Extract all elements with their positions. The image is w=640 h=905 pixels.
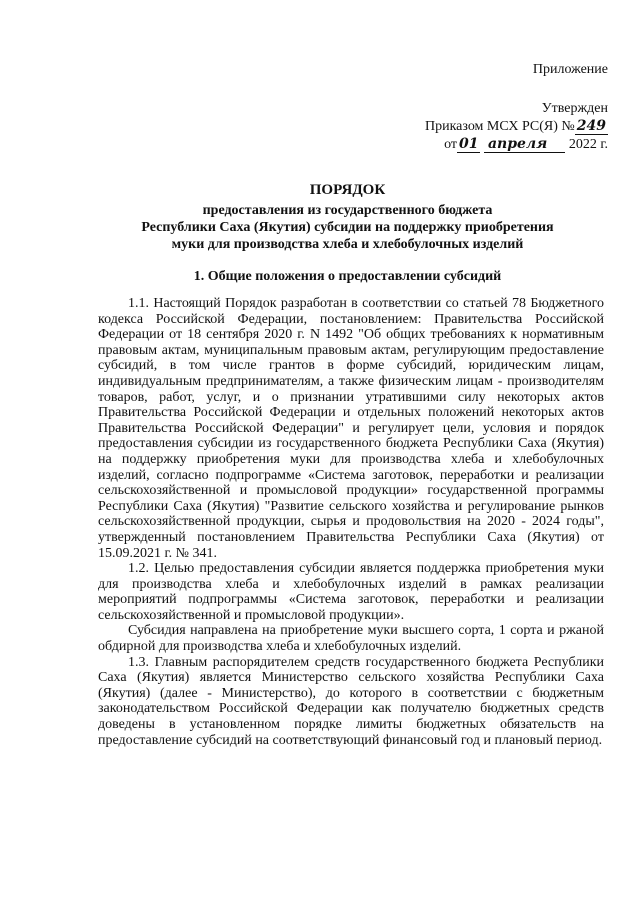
order-number: 249 — [576, 118, 606, 134]
subtitle-line-3: муки для производства хлеба и хлебобулочных изделий — [171, 237, 524, 252]
date-day: 01 — [459, 136, 479, 152]
subtitle-line-1: предоставления из государственного бюджета — [202, 203, 493, 218]
date-prefix: от — [444, 137, 457, 152]
date-month: апреля — [484, 136, 565, 153]
order-date-line — [444, 136, 608, 153]
section-body — [98, 296, 604, 748]
approved-label: Утвержден — [541, 101, 608, 116]
paragraph-1-2: 1.2. Целью предоставления субсидии является поддержка приобретения муки для производства хлеба и хлебобулочных изделий в рамках реализации мероприятий подпрограммы «Система заготовок, переработки и реализации сельскохозяйственной и промысловой продукции». — [98, 561, 604, 623]
paragraph-1-1: 1.1. Настоящий Порядок разработан в соответствии со статьей 78 Бюджетного кодекса Российской Федерации, постановлением: Правительства Российской Федерации от 18 сентября 2020 г. N 1492 "Об общих требованиях к нормативным правовым актам, муниципальным правовым актам, регулирующим предоставление субсидий, в том числе грантов в форме субсидий, юридическим лицам, индивидуальным предпринимателям, а также физическим лицам - производителям товаров, работ, услуг, и о признании утратившими силу некоторых актов Правительства Российской Федерации и отдельных положений некоторых актов Правительства Российской Федерации" и регулирует цели, условия и порядок предоставления субсидии из государственного бюджета Республики Саха (Якутия) на поддержку приобретения муки для производства хлеба и хлебобулочных изделий, согласно подпрограмме «Система заготовок, переработки и реализации сельскохозяйственной и промысловой продукции» государственной программы Республики Саха (Якутия) "Развитие сельского хозяйства и регулирование рынков сельскохозяйственной продукции, сырья и продовольствия на 2020 - 2024 годы", утвержденный постановлением Правительства Республики Саха (Якутия) от 15.09.2021 г. № 341. — [98, 296, 604, 561]
appendix-label: Приложение — [532, 62, 608, 77]
document-title: ПОРЯДОК — [309, 182, 386, 198]
section-heading: 1. Общие положения о предоставлении субсидий — [193, 269, 502, 284]
order-prefix: Приказом МСХ РС(Я) № — [424, 119, 575, 134]
paragraph-subsidy-purpose: Субсидия направлена на приобретение муки высшего сорта, 1 сорта и ржаной обдирной для производства хлеба и хлебобулочных изделий. — [98, 623, 604, 655]
order-line — [425, 118, 608, 135]
date-year: 2022 г. — [568, 137, 608, 152]
subtitle-line-2: Республики Саха (Якутия) субсидии на поддержку приобретения — [141, 220, 554, 235]
paragraph-1-3: 1.3. Главным распорядителем средств государственного бюджета Республики Саха (Якутия) является Министерство сельского хозяйства Республики Саха (Якутия) (далее - Министерство), до которого в соответствии с бюджетным законодательством Российской Федерации как получателю бюджетных средств доведены в установленном порядке лимиты бюджетных обязательств на предоставление субсидий на соответствующий финансовый год и плановый период. — [98, 654, 604, 748]
